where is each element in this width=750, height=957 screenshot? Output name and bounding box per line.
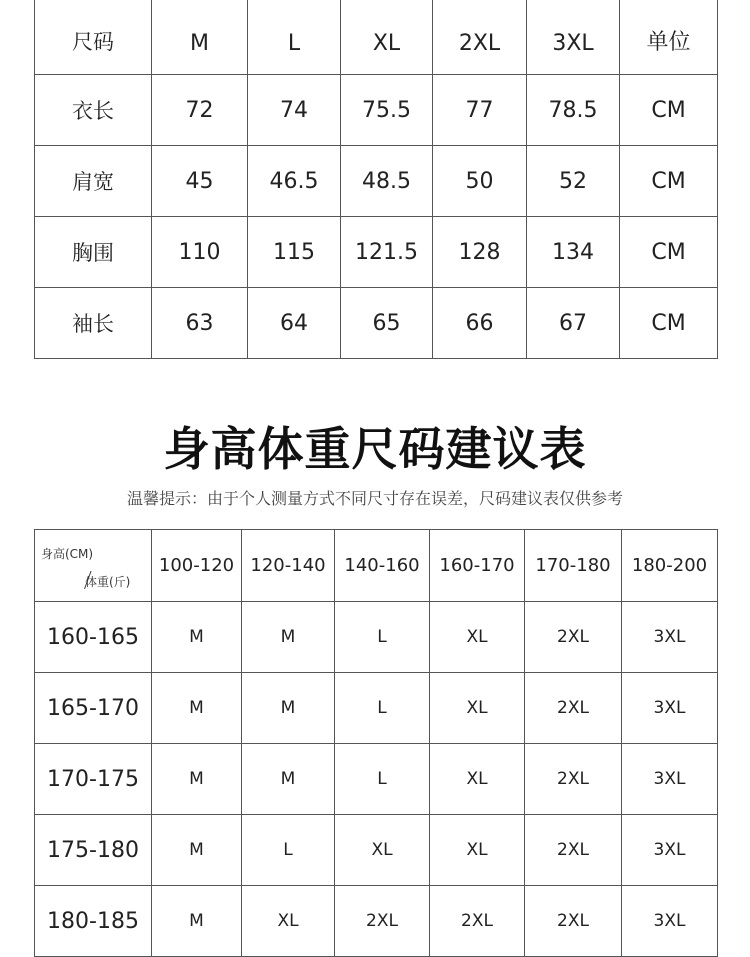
- size-header-cell: 单位: [620, 0, 718, 75]
- rec-size-cell: L: [335, 602, 430, 673]
- size-cell: 52: [527, 146, 620, 217]
- size-cell: CM: [620, 217, 718, 288]
- rec-size-cell: XL: [430, 673, 525, 744]
- rec-size-cell: 3XL: [622, 815, 718, 886]
- size-cell: 134: [527, 217, 620, 288]
- rec-size-cell: M: [152, 602, 242, 673]
- size-header-row: [35, 0, 718, 75]
- rec-size-cell: M: [152, 744, 242, 815]
- rec-size-cell: XL: [335, 815, 430, 886]
- size-cell: 110: [152, 217, 248, 288]
- rec-size-cell: 2XL: [525, 673, 622, 744]
- rec-size-cell: M: [152, 815, 242, 886]
- measure-label: 衣长: [35, 75, 152, 146]
- size-cell: 72: [152, 75, 248, 146]
- rec-size-cell: XL: [430, 744, 525, 815]
- height-axis-label: 身高(CM): [41, 547, 94, 561]
- size-cell: 50: [433, 146, 527, 217]
- size-cell: 63: [152, 288, 248, 359]
- rec-size-cell: L: [335, 673, 430, 744]
- rec-size-cell: 2XL: [525, 815, 622, 886]
- rec-row: [35, 886, 718, 957]
- measure-label: 胸围: [35, 217, 152, 288]
- rec-size-cell: 3XL: [622, 886, 718, 957]
- rec-size-cell: 3XL: [622, 673, 718, 744]
- rec-size-cell: M: [152, 673, 242, 744]
- weight-range-header: 170-180: [525, 530, 622, 602]
- rec-size-cell: M: [242, 602, 335, 673]
- weight-range-header: 100-120: [152, 530, 242, 602]
- rec-row: [35, 673, 718, 744]
- rec-size-cell: 2XL: [525, 886, 622, 957]
- rec-size-cell: XL: [430, 602, 525, 673]
- size-cell: 75.5: [341, 75, 433, 146]
- rec-size-cell: 2XL: [525, 744, 622, 815]
- size-header-cell: 2XL: [433, 0, 527, 75]
- size-cell: 77: [433, 75, 527, 146]
- recommendation-note: 温馨提示：由于个人测量方式不同尺寸存在误差，尺码建议表仅供参考: [126, 489, 623, 508]
- rec-size-cell: XL: [430, 815, 525, 886]
- size-row: [35, 75, 718, 146]
- rec-row: [35, 815, 718, 886]
- corner-header-cell: [35, 530, 152, 602]
- rec-size-cell: XL: [242, 886, 335, 957]
- size-cell: CM: [620, 146, 718, 217]
- size-header-cell: XL: [341, 0, 433, 75]
- size-cell: 121.5: [341, 217, 433, 288]
- rec-size-cell: 3XL: [622, 744, 718, 815]
- size-row: [35, 288, 718, 359]
- size-recommendation-table: [34, 529, 718, 957]
- measure-label: 袖长: [35, 288, 152, 359]
- weight-axis-label: 体重(斤): [85, 575, 131, 589]
- size-header-cell: M: [152, 0, 248, 75]
- size-cell: 45: [152, 146, 248, 217]
- measure-label: 肩宽: [35, 146, 152, 217]
- size-chart-table: [34, 0, 718, 359]
- height-range-label: 160-165: [35, 602, 152, 673]
- size-cell: 78.5: [527, 75, 620, 146]
- size-cell: 48.5: [341, 146, 433, 217]
- size-cell: 74: [248, 75, 341, 146]
- size-header-cell: 尺码: [35, 0, 152, 75]
- size-header-cell: L: [248, 0, 341, 75]
- rec-size-cell: L: [335, 744, 430, 815]
- rec-header-row: [35, 530, 718, 602]
- weight-range-header: 180-200: [622, 530, 718, 602]
- weight-range-header: 160-170: [430, 530, 525, 602]
- rec-size-cell: 3XL: [622, 602, 718, 673]
- rec-size-cell: 2XL: [525, 602, 622, 673]
- rec-size-cell: M: [242, 744, 335, 815]
- height-range-label: 165-170: [35, 673, 152, 744]
- size-cell: 115: [248, 217, 341, 288]
- size-cell: 66: [433, 288, 527, 359]
- rec-size-cell: 2XL: [335, 886, 430, 957]
- size-cell: 65: [341, 288, 433, 359]
- size-cell: 67: [527, 288, 620, 359]
- size-cell: 64: [248, 288, 341, 359]
- recommendation-title: 身高体重尺码建议表: [163, 422, 587, 476]
- weight-range-header: 120-140: [242, 530, 335, 602]
- height-range-label: 175-180: [35, 815, 152, 886]
- rec-size-cell: 2XL: [430, 886, 525, 957]
- rec-row: [35, 744, 718, 815]
- height-range-label: 180-185: [35, 886, 152, 957]
- weight-range-header: 140-160: [335, 530, 430, 602]
- rec-size-cell: M: [242, 673, 335, 744]
- height-range-label: 170-175: [35, 744, 152, 815]
- rec-row: [35, 602, 718, 673]
- size-cell: CM: [620, 75, 718, 146]
- size-row: [35, 217, 718, 288]
- size-cell: 46.5: [248, 146, 341, 217]
- size-cell: 128: [433, 217, 527, 288]
- rec-size-cell: L: [242, 815, 335, 886]
- size-header-cell: 3XL: [527, 0, 620, 75]
- rec-size-cell: M: [152, 886, 242, 957]
- size-row: [35, 146, 718, 217]
- size-cell: CM: [620, 288, 718, 359]
